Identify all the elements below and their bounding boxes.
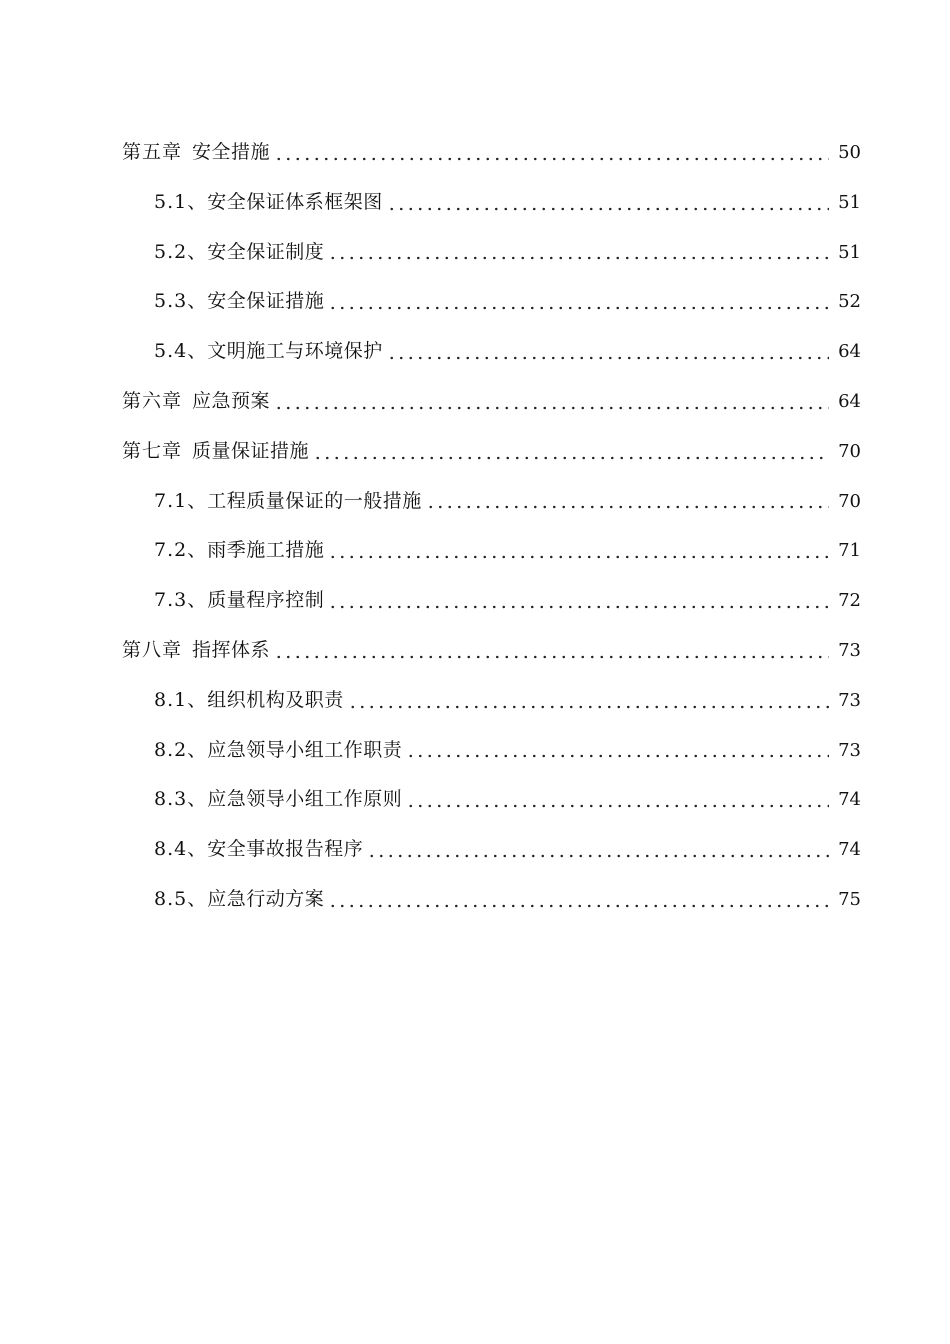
toc-page-number: 64 (838, 390, 861, 412)
toc-page-number: 74 (838, 789, 861, 811)
toc-entry-title (154, 178, 383, 228)
dot-leader (274, 654, 829, 660)
toc-entry-title (122, 626, 270, 676)
toc-entry-title (154, 825, 363, 875)
toc-page-number: 74 (838, 839, 861, 861)
toc-entry-title (154, 526, 324, 576)
dot-leader (328, 305, 829, 311)
toc-entry-text: 安全保证制度 (207, 240, 325, 263)
toc-entry-number: 第五章 (122, 141, 183, 163)
toc-page-number: 64 (838, 341, 861, 363)
toc-entry-title (122, 128, 270, 178)
toc-entry-text: 应急行动方案 (207, 887, 325, 910)
toc-entry-number: 7.1、 (154, 489, 208, 512)
toc-entry-5-4[interactable] (0, 327, 950, 377)
toc-page-number: 51 (838, 191, 861, 213)
toc-page-number: 75 (838, 888, 861, 910)
dot-leader (426, 504, 829, 510)
dot-leader (274, 156, 829, 162)
dot-leader (328, 903, 829, 909)
dot-leader (387, 355, 829, 361)
dot-leader (328, 554, 829, 560)
toc-entry-number: 8.2、 (154, 738, 208, 761)
toc-entry-8-1[interactable] (0, 676, 950, 726)
table-of-contents (0, 128, 950, 925)
dot-leader (348, 704, 829, 710)
toc-entry-chapter-5[interactable] (0, 128, 950, 178)
dot-leader (274, 405, 829, 411)
toc-page-number: 52 (838, 291, 861, 313)
toc-entry-5-1[interactable] (0, 178, 950, 228)
toc-entry-7-1[interactable] (0, 477, 950, 527)
toc-entry-7-3[interactable] (0, 576, 950, 626)
toc-entry-number: 8.4、 (154, 838, 208, 861)
toc-entry-title (154, 576, 324, 626)
toc-page-number: 71 (838, 540, 861, 562)
toc-entry-8-5[interactable] (0, 875, 950, 925)
toc-entry-number: 8.3、 (154, 788, 208, 811)
toc-page-number: 50 (838, 142, 861, 163)
toc-entry-title (154, 676, 344, 726)
toc-entry-text: 质量保证措施 (192, 439, 310, 462)
toc-entry-text: 雨季施工措施 (207, 539, 325, 562)
toc-entry-title (154, 277, 324, 327)
toc-entry-chapter-7[interactable] (0, 427, 950, 477)
toc-entry-number: 5.3、 (154, 290, 208, 313)
toc-entry-number: 第八章 (122, 638, 183, 661)
toc-entry-title (154, 726, 402, 776)
toc-entry-5-2[interactable] (0, 228, 950, 278)
toc-entry-text: 安全措施 (192, 141, 271, 163)
toc-entry-title (122, 427, 309, 477)
toc-page-number: 72 (838, 590, 861, 612)
dot-leader (313, 455, 829, 461)
dot-leader (387, 206, 829, 212)
toc-entry-title (154, 327, 383, 377)
toc-entry-8-3[interactable] (0, 775, 950, 825)
toc-entry-text: 应急领导小组工作原则 (207, 788, 403, 811)
toc-entry-text: 安全事故报告程序 (207, 838, 364, 861)
dot-leader (367, 853, 829, 859)
toc-entry-title (154, 228, 324, 278)
toc-page-number: 73 (838, 689, 861, 711)
toc-entry-7-2[interactable] (0, 526, 950, 576)
toc-entry-number: 7.3、 (154, 589, 208, 612)
toc-entry-number: 5.1、 (154, 190, 208, 213)
toc-entry-number: 5.2、 (154, 240, 208, 263)
toc-entry-text: 指挥体系 (192, 638, 271, 661)
toc-entry-text: 安全保证措施 (207, 290, 325, 313)
dot-leader (406, 753, 829, 759)
toc-entry-text: 组织机构及职责 (207, 688, 344, 711)
toc-entry-text: 安全保证体系框架图 (207, 190, 383, 213)
toc-entry-title (122, 377, 270, 427)
toc-entry-number: 8.5、 (154, 887, 208, 910)
dot-leader (406, 803, 829, 809)
toc-entry-title (154, 775, 402, 825)
toc-entry-text: 应急领导小组工作职责 (207, 738, 403, 761)
toc-entry-number: 第七章 (122, 439, 183, 462)
toc-entry-number: 第六章 (122, 389, 183, 412)
toc-entry-text: 工程质量保证的一般措施 (207, 489, 422, 512)
toc-page-number: 73 (838, 639, 861, 661)
dot-leader (328, 604, 829, 610)
toc-entry-number: 5.4、 (154, 340, 208, 363)
toc-page-number: 51 (838, 241, 861, 263)
toc-entry-number: 8.1、 (154, 688, 208, 711)
toc-entry-chapter-8[interactable] (0, 626, 950, 676)
toc-entry-text: 文明施工与环境保护 (207, 340, 383, 363)
toc-entry-8-4[interactable] (0, 825, 950, 875)
toc-entry-title (154, 875, 324, 925)
toc-page-number: 73 (838, 739, 861, 761)
toc-entry-number: 7.2、 (154, 539, 208, 562)
toc-entry-5-3[interactable] (0, 277, 950, 327)
toc-page-number: 70 (838, 490, 861, 512)
toc-entry-title (154, 477, 422, 527)
dot-leader (328, 255, 829, 261)
toc-entry-text: 应急预案 (192, 389, 271, 412)
toc-page-number: 70 (838, 440, 861, 462)
toc-entry-text: 质量程序控制 (207, 589, 325, 612)
toc-entry-chapter-6[interactable] (0, 377, 950, 427)
toc-entry-8-2[interactable] (0, 726, 950, 776)
